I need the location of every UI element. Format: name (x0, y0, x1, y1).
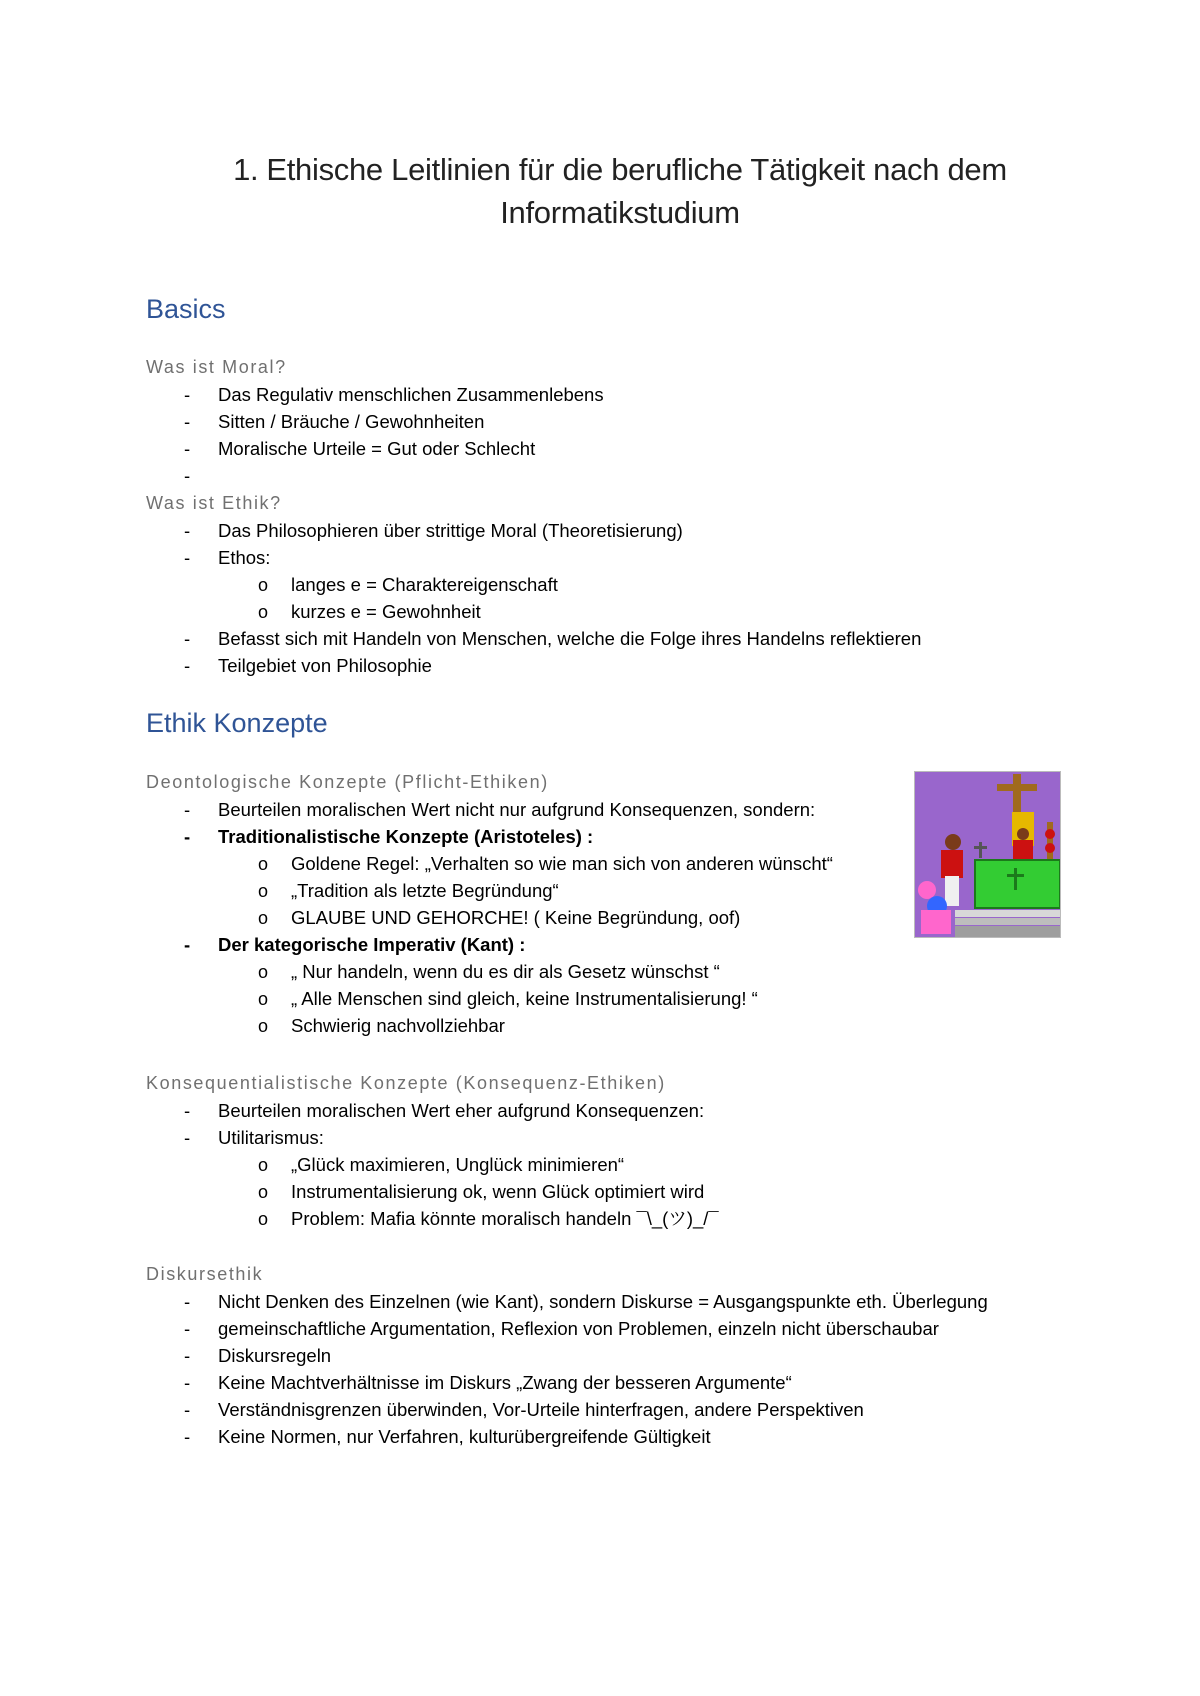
dash-marker: - (184, 1100, 191, 1121)
list-item-text: Teilgebiet von Philosophie (218, 655, 432, 676)
circle-marker: o (258, 1016, 269, 1036)
circle-marker: o (258, 989, 269, 1009)
dash-marker: - (184, 1291, 191, 1312)
title-line-1 (150, 148, 1090, 191)
dash-marker: - (184, 934, 191, 955)
dash-marker: - (184, 1318, 191, 1339)
dash-marker: - (184, 438, 191, 459)
dash-marker: - (184, 826, 191, 847)
list-item-text: Diskursregeln (218, 1345, 332, 1366)
list-item-text: Beurteilen moralischen Wert nicht nur aufgrund Konsequenzen, sondern: (218, 799, 816, 820)
list-item-text: Verständnisgrenzen überwinden, Vor-Urteile hinterfragen, andere Perspektiven (218, 1399, 864, 1420)
sub-item-text: GLAUBE UND GEHORCHE! ( Keine Begründung, oof) (291, 907, 741, 928)
sub-item-text: Schwierig nachvollziehbar (291, 1015, 505, 1036)
sub-item-text: „ Nur handeln, wenn du es dir als Gesetz wünschst “ (291, 961, 720, 982)
list-item-text: gemeinschaftliche Argumentation, Reflexion von Problemen, einzeln nicht überschaubar (218, 1318, 939, 1339)
title-line-2: Informatikstudium (500, 195, 740, 230)
subheading-deontologische-konzepte: Deontologische Konzepte (Pflicht-Ethiken) (146, 772, 549, 792)
dash-marker: - (184, 1345, 191, 1366)
list-item-text: Sitten / Bräuche / Gewohnheiten (218, 411, 485, 432)
dash-marker: - (184, 411, 191, 432)
sub-item-text: „Glück maximieren, Unglück minimieren“ (291, 1154, 625, 1175)
circle-marker: o (258, 575, 269, 595)
sub-item-text: kurzes e = Gewohnheit (291, 601, 481, 622)
list-item-text: Utilitarismus: (218, 1127, 324, 1148)
dash-marker: - (184, 1426, 191, 1447)
subheading-konsequentialistische-konzepte: Konsequentialistische Konzepte (Konsequenz-Ethiken) (146, 1073, 666, 1093)
dash-marker: - (184, 465, 191, 486)
circle-marker: o (258, 1182, 269, 1202)
subheading-was-ist-ethik: Was ist Ethik? (146, 493, 282, 513)
dash-marker: - (184, 1399, 191, 1420)
list-item-text: Der kategorische Imperativ (Kant) : (218, 934, 526, 955)
sub-item-text: Problem: Mafia könnte moralisch handeln ¯\_(ツ)_/¯ (291, 1208, 719, 1229)
title-text-1: Ethische Leitlinien für die berufliche Tätigkeit nach dem (266, 152, 1007, 187)
circle-marker: o (258, 854, 269, 874)
list-item-text: Traditionalistische Konzepte (Aristoteles) : (218, 826, 594, 847)
circle-marker: o (258, 1209, 269, 1229)
sub-item-text: Goldene Regel: „Verhalten so wie man sich von anderen wünscht“ (291, 853, 833, 874)
document-title (150, 148, 1090, 234)
list-item-text: Befasst sich mit Handeln von Menschen, welche die Folge ihres Handelns reflektieren (218, 628, 922, 649)
list-item-text: Nicht Denken des Einzelnen (wie Kant), sondern Diskurse = Ausgangspunkte eth. Überlegung (218, 1291, 988, 1312)
circle-marker: o (258, 602, 269, 622)
dash-marker: - (184, 655, 191, 676)
sub-item-text: langes e = Charaktereigenschaft (291, 574, 558, 595)
sub-item-text: „ Alle Menschen sind gleich, keine Instrumentalisierung! “ (291, 988, 758, 1009)
title-number: 1. (233, 152, 259, 187)
list-item-text: Keine Machtverhältnisse im Diskurs „Zwang der besseren Argumente“ (218, 1372, 792, 1393)
subheading-diskursethik: Diskursethik (146, 1264, 264, 1284)
dash-marker: - (184, 384, 191, 405)
subheading-was-ist-moral: Was ist Moral? (146, 357, 287, 377)
list-item-text: Ethos: (218, 547, 271, 568)
dash-marker: - (184, 520, 191, 541)
circle-marker: o (258, 962, 269, 982)
circle-marker: o (258, 881, 269, 901)
heading-ethik-konzepte: Ethik Konzepte (146, 708, 328, 738)
heading-basics: Basics (146, 294, 226, 324)
list-item-text: Keine Normen, nur Verfahren, kulturübergreifende Gültigkeit (218, 1426, 711, 1447)
sub-item-text: „Tradition als letzte Begründung“ (291, 880, 559, 901)
circle-marker: o (258, 908, 269, 928)
list-item-text: Beurteilen moralischen Wert eher aufgrund Konsequenzen: (218, 1100, 705, 1121)
sub-item-text: Instrumentalisierung ok, wenn Glück optimiert wird (291, 1181, 705, 1202)
list-item-text: Das Philosophieren über strittige Moral (Theoretisierung) (218, 520, 683, 541)
dash-marker: - (184, 547, 191, 568)
dash-marker: - (184, 1372, 191, 1393)
church-altar-clipart-icon (914, 771, 1061, 938)
circle-marker: o (258, 1155, 269, 1175)
list-item-text: Moralische Urteile = Gut oder Schlecht (218, 438, 536, 459)
dash-marker: - (184, 1127, 191, 1148)
dash-marker: - (184, 799, 191, 820)
list-item-text: Das Regulativ menschlichen Zusammenlebens (218, 384, 604, 405)
dash-marker: - (184, 628, 191, 649)
